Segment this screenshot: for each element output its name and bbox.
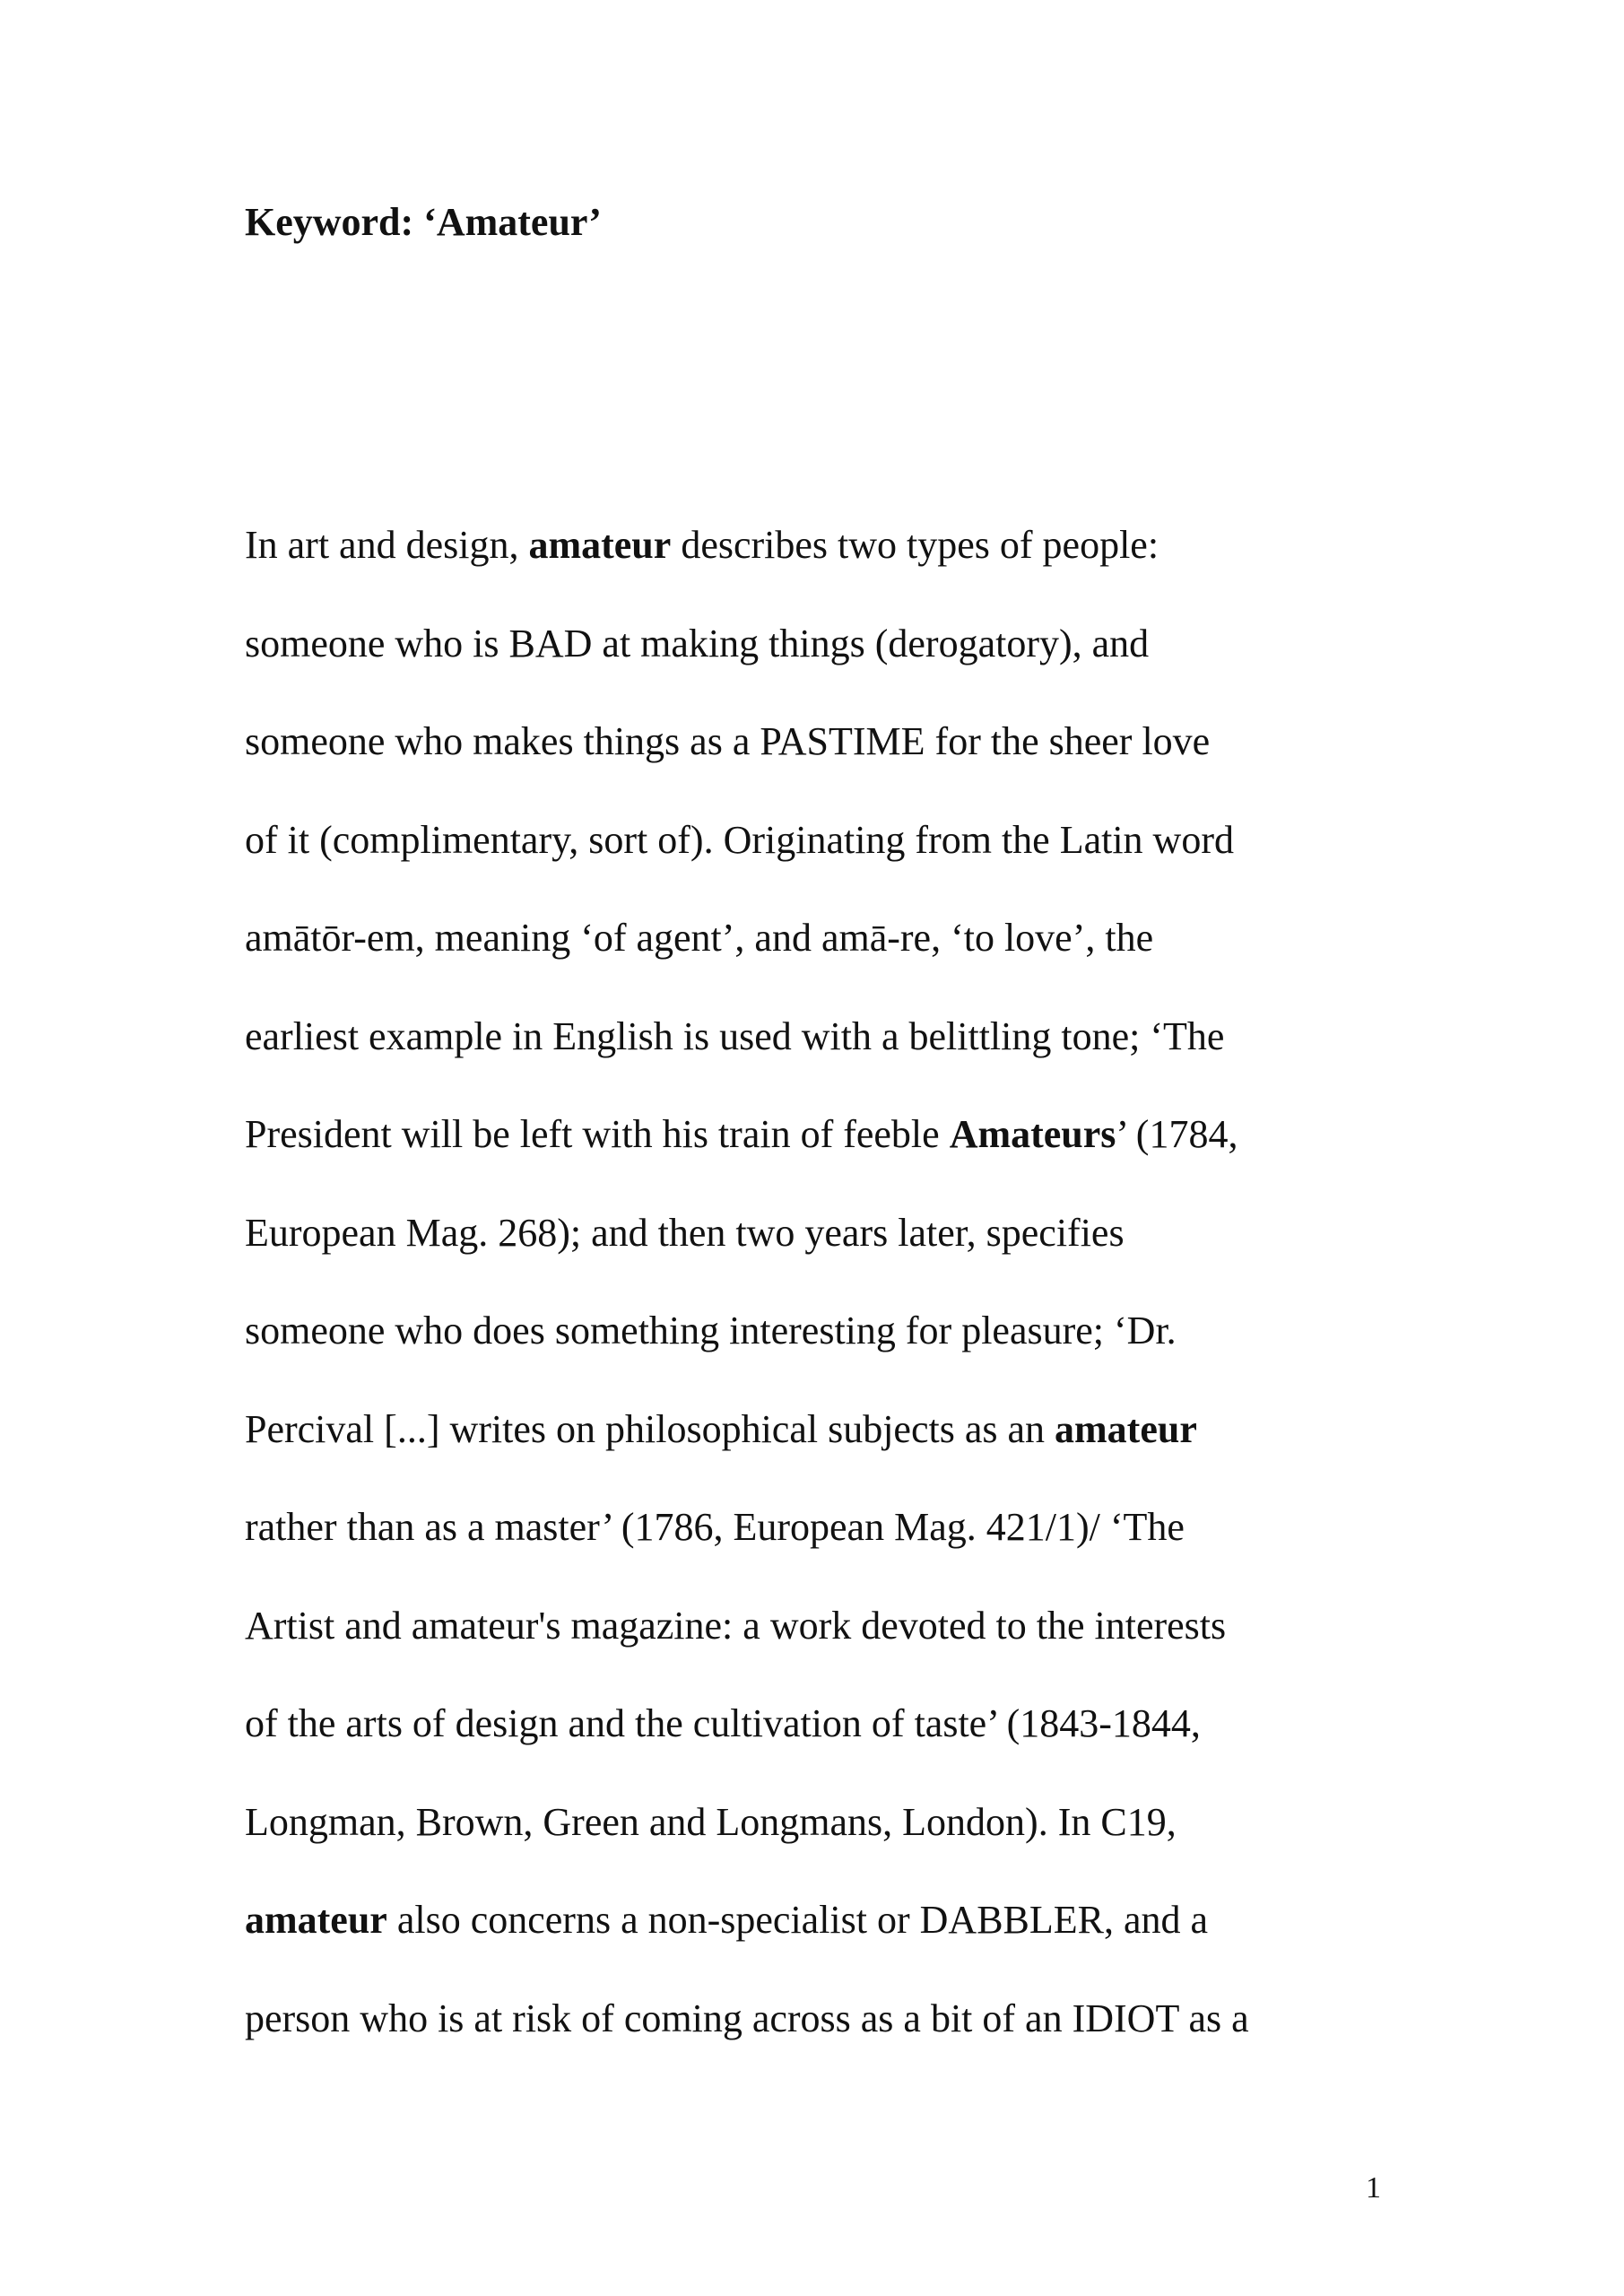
text-line: [245, 617, 1411, 716]
text-run: ’ (1784,: [1116, 1112, 1238, 1156]
document-heading: Keyword: ‘Amateur’: [245, 200, 602, 244]
text-line: [245, 1304, 1411, 1403]
text-run: person who is at risk of coming across as a bit of an IDIOT as a: [245, 1996, 1249, 2040]
text-line: [245, 518, 1411, 617]
text-run: describes two types of people:: [671, 523, 1159, 567]
text-run: someone who makes things as a PASTIME for the sheer love: [245, 719, 1211, 763]
text-line: [245, 1010, 1411, 1109]
body-paragraph: [245, 518, 1411, 2090]
text-line: [245, 813, 1411, 912]
text-line: [245, 1108, 1411, 1206]
text-run: also concerns a non-specialist or DABBLER, and a: [386, 1898, 1209, 1942]
text-line: [245, 1893, 1411, 1992]
text-run: Artist and amateur's magazine: a work devoted to the interests: [245, 1603, 1227, 1648]
text-line: [245, 1206, 1411, 1305]
text-run: of it (complimentary, sort of). Originating from the Latin word: [245, 817, 1234, 862]
text-line: [245, 1992, 1411, 2091]
text-run: someone who is BAD at making things (derogatory), and: [245, 621, 1150, 665]
bold-term: amateur: [528, 523, 672, 567]
text-run: of the arts of design and the cultivation of taste’ (1843-1844,: [245, 1701, 1201, 1745]
page-number: 1: [1366, 2171, 1381, 2205]
text-run: amātōr-em, meaning ‘of agent’, and amā-re, ‘to love’, the: [245, 916, 1154, 960]
text-line: [245, 1403, 1411, 1501]
text-run: Percival [...] writes on philosophical subjects as an: [245, 1406, 1055, 1451]
text-run: earliest example in English is used with a belittling tone; ‘The: [245, 1013, 1225, 1058]
text-run: In art and design,: [245, 523, 529, 567]
text-run: Longman, Brown, Green and Longmans, London). In C19,: [245, 1799, 1177, 1844]
text-run: someone who does something interesting for pleasure; ‘Dr.: [245, 1309, 1177, 1352]
text-line: [245, 1697, 1411, 1796]
text-line: [245, 1796, 1411, 1894]
bold-term: Amateurs: [949, 1112, 1116, 1156]
text-run: President will be left with his train of feeble: [245, 1112, 950, 1156]
text-line: [245, 1599, 1411, 1698]
text-run: rather than as a master’ (1786, European Mag. 421/1)/ ‘The: [245, 1505, 1185, 1549]
bold-term: amateur: [245, 1898, 387, 1942]
text-line: [245, 715, 1411, 813]
text-line: [245, 1500, 1411, 1599]
text-line: [245, 911, 1411, 1010]
text-run: European Mag. 268); and then two years later, specifies: [245, 1210, 1125, 1255]
bold-term: amateur: [1055, 1406, 1197, 1451]
